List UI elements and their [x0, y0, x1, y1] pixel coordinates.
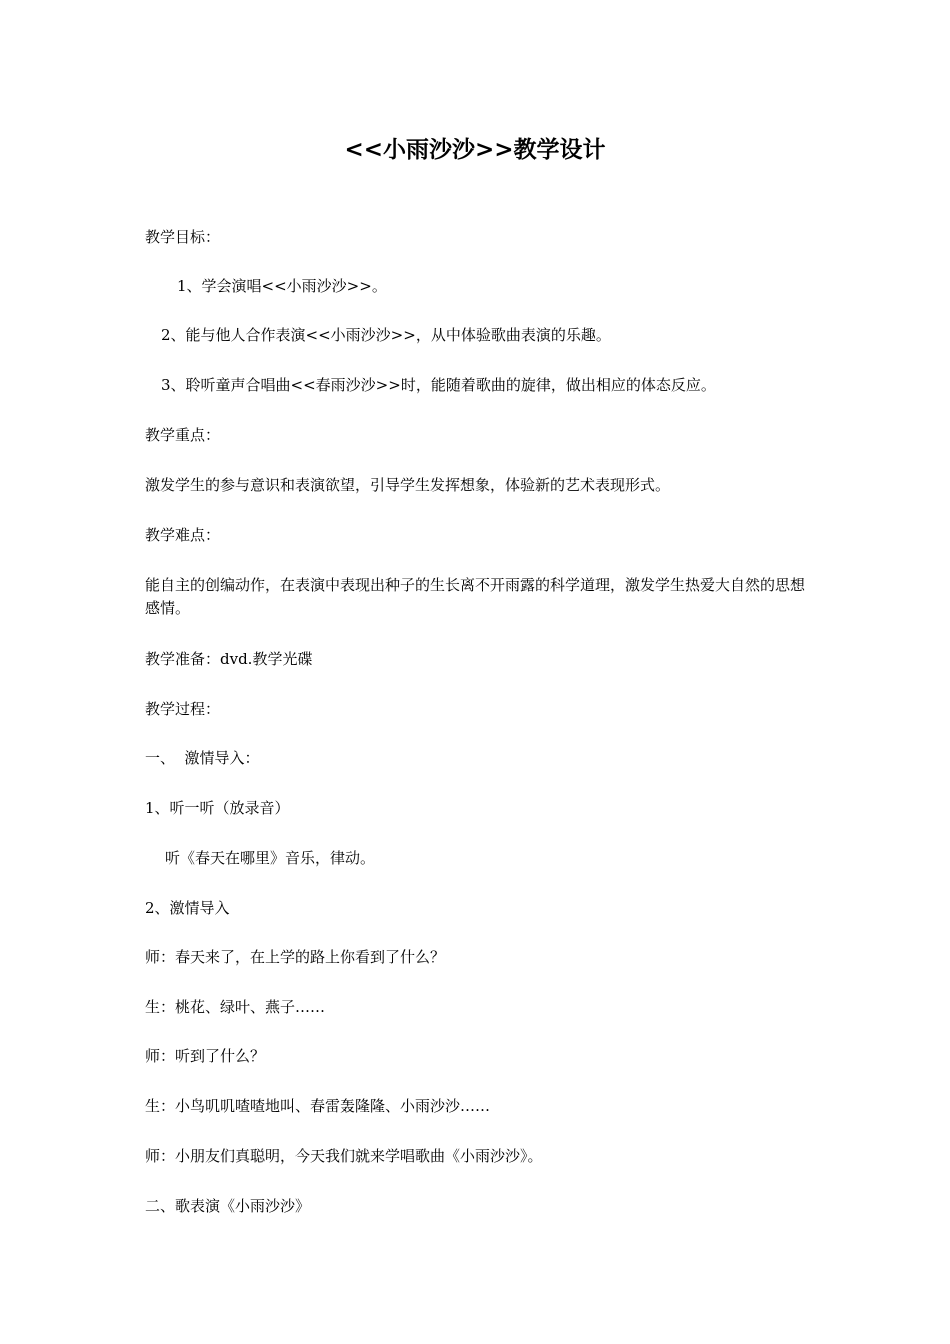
dialogue-line: 师：小朋友们真聪明，今天我们就来学唱歌曲《小雨沙沙》。 [145, 1147, 543, 1165]
objective-item-1: 1、学会演唱<<小雨沙沙>>。 [177, 277, 387, 295]
dialogue-line: 生：桃花、绿叶、燕子…… [145, 998, 326, 1016]
process-step-1-heading: 一、 激情导入： [145, 749, 260, 767]
difficulties-text: 能自主的创编动作，在表演中表现出种子的生长离不开雨露的科学道理，激发学生热爱大自然的思想感情。 [145, 576, 806, 617]
objective-item-2: 2、能与他人合作表演<<小雨沙沙>>，从中体验歌曲表演的乐趣。 [161, 326, 611, 344]
process-substep-intro: 2、激情导入 [145, 899, 230, 917]
dialogue-line: 生：小鸟叽叽喳喳地叫、春雷轰隆隆、小雨沙沙…… [145, 1097, 491, 1115]
section-heading-objectives: 教学目标： [145, 228, 221, 246]
process-substep-listen-detail: 听《春天在哪里》音乐，律动。 [165, 849, 376, 867]
dialogue-line: 师：听到了什么？ [145, 1047, 266, 1065]
dialogue-line: 师：春天来了，在上学的路上你看到了什么？ [145, 948, 446, 966]
document-title: <<小雨沙沙>>教学设计 [344, 136, 606, 163]
process-step-2-heading: 二、歌表演《小雨沙沙》 [145, 1197, 311, 1215]
objective-item-3: 3、聆听童声合唱曲<<春雨沙沙>>时，能随着歌曲的旋律，做出相应的体态反应。 [161, 376, 716, 394]
key-points-text: 激发学生的参与意识和表演欲望，引导学生发挥想象，体验新的艺术表现形式。 [145, 476, 671, 494]
section-heading-difficulties: 教学难点： [145, 526, 221, 544]
section-heading-key-points: 教学重点： [145, 426, 221, 444]
preparation-text: 教学准备：dvd.教学光碟 [145, 650, 313, 668]
section-heading-process: 教学过程： [145, 700, 221, 718]
process-substep-listen: 1、听一听（放录音） [145, 799, 290, 817]
